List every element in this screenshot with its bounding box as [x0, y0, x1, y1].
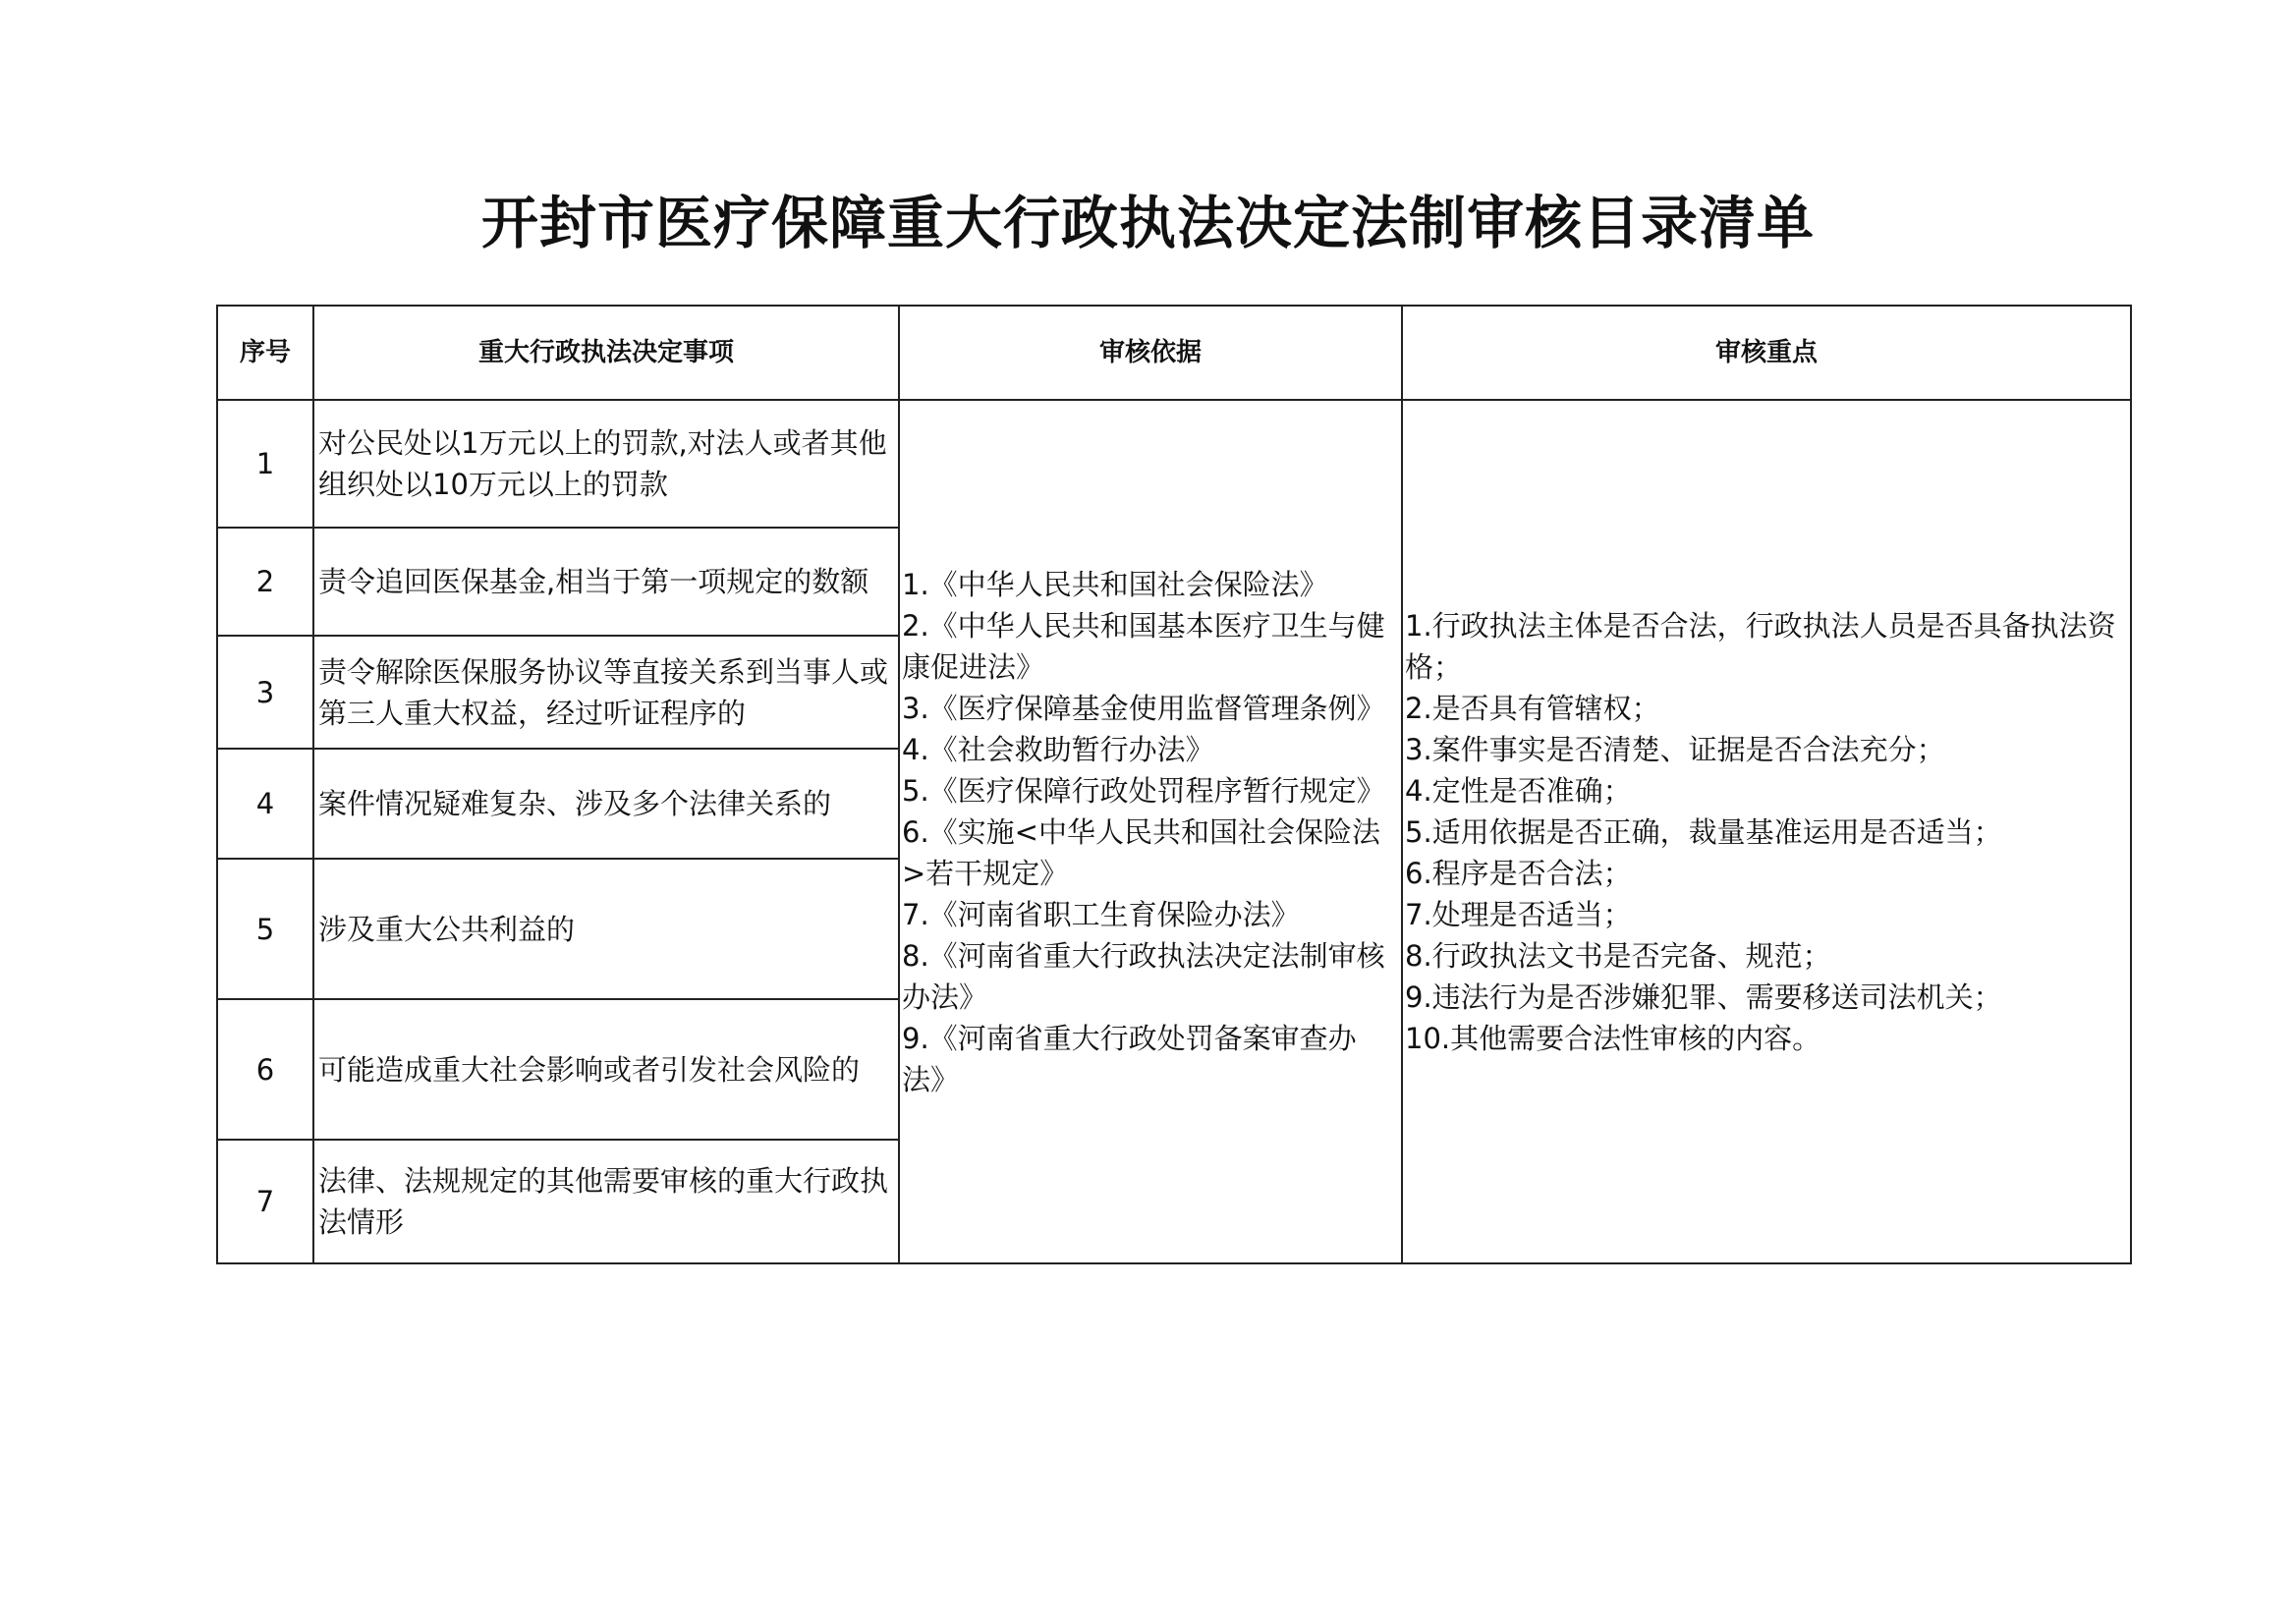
focus-item: 8.行政执法文书是否完备、规范；	[1405, 938, 1831, 973]
basis-item: 5.《医疗保障行政处罚程序暂行规定》	[902, 773, 1385, 808]
basis-item: 4.《社会救助暂行办法》	[902, 732, 1214, 766]
page-title: 开封市医疗保障重大行政执法决定法制审核目录清单	[480, 190, 1815, 256]
focus-item: 2.是否具有管辖权；	[1405, 691, 1660, 725]
row-item: 案件情况疑难复杂、涉及多个法律关系的	[313, 749, 899, 859]
row-num: 5	[217, 859, 313, 999]
table-row	[217, 400, 2131, 528]
basis-item: 8.《河南省重大行政执法决定法制审核办法》	[902, 938, 1385, 1014]
row-num: 6	[217, 999, 313, 1140]
basis-item: 7.《河南省职工生育保险办法》	[902, 897, 1300, 931]
row-item: 法律、法规规定的其他需要审核的重大行政执法情形	[313, 1140, 899, 1263]
row-item: 涉及重大公共利益的	[313, 859, 899, 999]
focus-item: 5.适用依据是否正确，裁量基准运用是否适当；	[1405, 814, 2002, 849]
header-focus: 审核重点	[1402, 306, 2131, 400]
review-basis-cell	[899, 400, 1402, 1263]
focus-item: 4.定性是否准确；	[1405, 773, 1632, 808]
focus-item: 10.其他需要合法性审核的内容。	[1405, 1021, 1821, 1055]
basis-item: 9.《河南省重大行政处罚备案审查办法》	[902, 1021, 1357, 1096]
row-item: 可能造成重大社会影响或者引发社会风险的	[313, 999, 899, 1140]
row-num: 1	[217, 400, 313, 528]
review-focus-cell	[1402, 400, 2131, 1263]
table-header-row	[217, 306, 2131, 400]
basis-item: 1.《中华人民共和国社会保险法》	[902, 567, 1328, 601]
row-num: 4	[217, 749, 313, 859]
row-item: 责令解除医保服务协议等直接关系到当事人或第三人重大权益，经过听证程序的	[313, 636, 899, 749]
row-num: 2	[217, 528, 313, 636]
focus-item: 7.处理是否适当；	[1405, 897, 1632, 931]
focus-item: 1.行政执法主体是否合法，行政执法人员是否具备执法资格；	[1405, 608, 2116, 684]
focus-item: 3.案件事实是否清楚、证据是否合法充分；	[1405, 732, 1945, 766]
header-basis: 审核依据	[899, 306, 1402, 400]
header-num: 序号	[217, 306, 313, 400]
basis-item: 2.《中华人民共和国基本医疗卫生与健康促进法》	[902, 608, 1385, 684]
focus-item: 9.违法行为是否涉嫌犯罪、需要移送司法机关；	[1405, 979, 2002, 1014]
row-item: 责令追回医保基金,相当于第一项规定的数额	[313, 528, 899, 636]
focus-item: 6.程序是否合法；	[1405, 856, 1632, 890]
header-item: 重大行政执法决定事项	[313, 306, 899, 400]
basis-item: 3.《医疗保障基金使用监督管理条例》	[902, 691, 1385, 725]
row-num: 3	[217, 636, 313, 749]
basis-item: 6.《实施<中华人民共和国社会保险法>若干规定》	[902, 814, 1380, 890]
row-item: 对公民处以1万元以上的罚款,对法人或者其他组织处以10万元以上的罚款	[313, 400, 899, 528]
row-num: 7	[217, 1140, 313, 1263]
review-catalog-table	[216, 305, 2132, 1264]
